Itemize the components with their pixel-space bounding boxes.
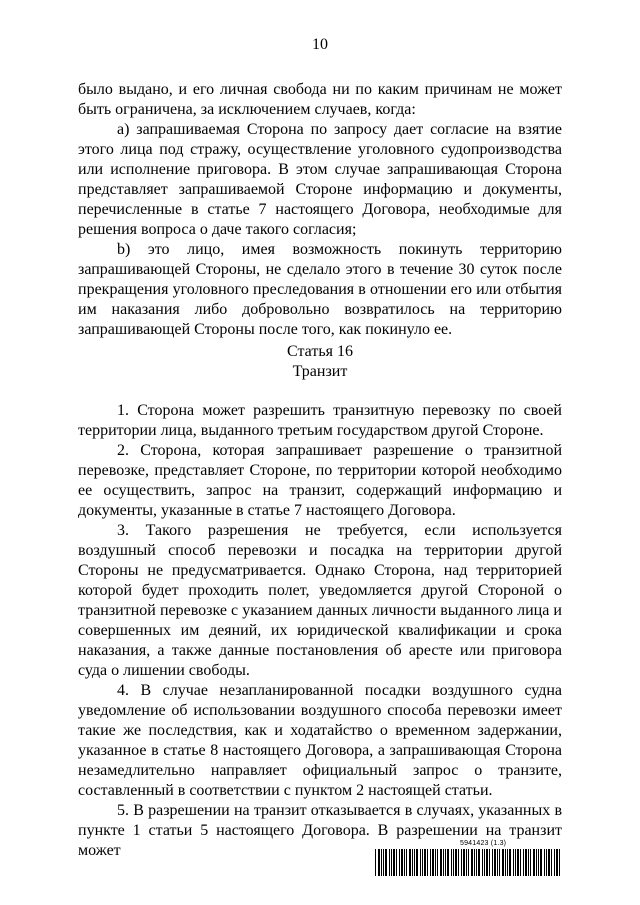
- paragraph-continuation: было выдано, и его личная свобода ни по каким причинам не может быть ограничена, за исключением случаев, когда:: [78, 81, 562, 118]
- paragraph-1: 1. Сторона может разрешить транзитную перевозку по своей территории лица, выданного третьим государством другой Стороне.: [78, 402, 562, 439]
- paragraph-2: 2. Сторона, которая запрашивает разрешение о транзитной перевозке, представляет Стороне, по территории которой необходимо ее осуществить, запрос на транзит, содержащий информацию и документы, указанные в статье 7 настоящего Договора.: [78, 442, 562, 519]
- paragraph-item-a: a) запрашиваемая Сторона по запросу дает согласие на взятие этого лица под стражу, осуществление уголовного судопроизводства или исполнение приговора. В этом случае запрашивающая Сторона представляет запрашиваемой Стороне информацию и документы, перечисленные в статье 7 настоящего Договора, необходимые для решения вопроса о даче такого согласия;: [78, 121, 562, 238]
- paragraph-3: 3. Такого разрешения не требуется, если используется воздушный способ перевозки и посадка на территории другой Стороны не предусматривается. Однако Сторона, над территорией которой будет проходить полет, уведомляется другой Стороной о транзитной перевозке с указанием данных личности выданного лица и совершенных им деяний, их юридической квалификации и срока наказания, а также данные постановления об аресте или приговора суда о лишении свободы.: [78, 522, 562, 679]
- barcode-icon: [375, 849, 561, 876]
- page-number: 10: [312, 36, 328, 53]
- paragraph-item-b: b) это лицо, имея возможность покинуть территорию запрашивающей Стороны, не сделало этого в течение 30 суток после прекращения уголовного преследования в отношении его или отбытия им наказания либо добровольно возвратилось на территорию запрашивающей Стороны после того, как покинуло ее.: [78, 241, 562, 338]
- document-code: 5941423 (1.3): [460, 840, 507, 847]
- paragraph-5: 5. В разрешении на транзит отказывается в случаях, указанных в пункте 1 статьи 5 настоящего Договора. В разрешении на транзит может: [78, 802, 562, 859]
- paragraph-4: 4. В случае незапланированной посадки воздушного судна уведомление об использовании воздушного способа перевозки имеет такие же последствия, как и ходатайство о временном задержании, указанное в статье 8 настоящего Договора, а запрашивающая Сторона незамедлительно направляет официальный запрос о транзите, составленный в соответствии с пунктом 2 настоящей статьи.: [78, 682, 562, 799]
- article-title: Транзит: [292, 363, 348, 380]
- article-heading: [0, 342, 640, 382]
- text-block-article-16: [78, 401, 562, 861]
- text-block-top: [78, 80, 562, 340]
- article-number: Статья 16: [287, 343, 353, 360]
